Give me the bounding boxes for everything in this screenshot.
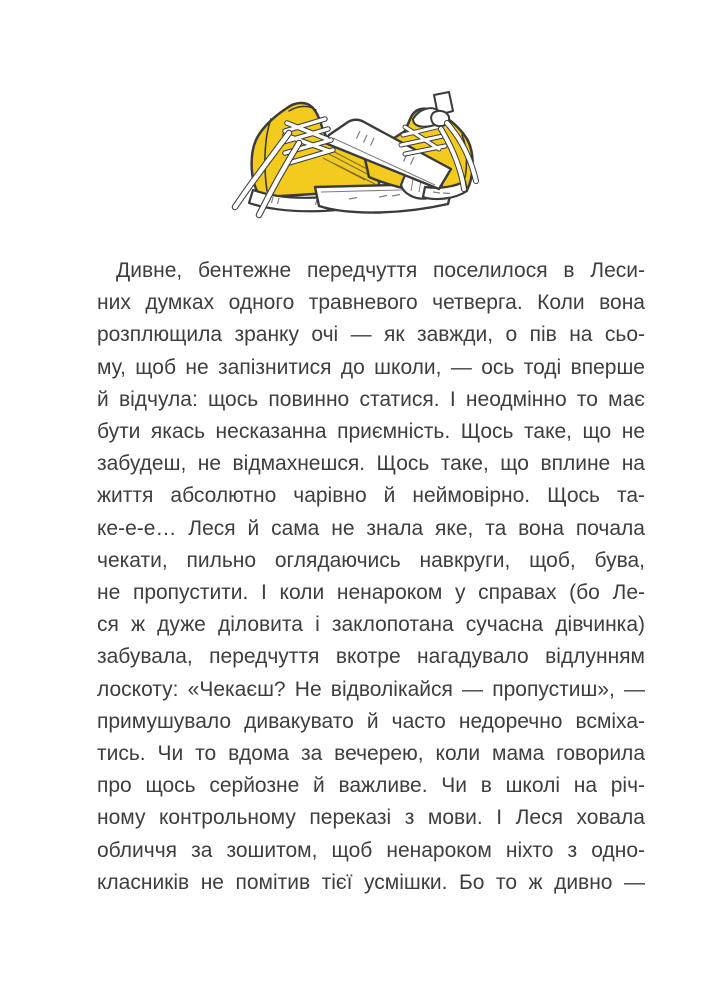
sneakers-illustration bbox=[229, 91, 491, 223]
text-line: життя абсолютно чарівно й неймовірно. Щось та- bbox=[97, 484, 645, 508]
text-line: примушувало дивакувато й часто недоречно всміха- bbox=[97, 709, 645, 733]
text-line: ному контрольному переказі з мови. І Леся ховала bbox=[97, 806, 645, 830]
yellow-sneakers-drawing bbox=[229, 91, 491, 223]
text-line: ся ж дуже діловита і заклопотана сучасна дівчинка) bbox=[97, 613, 645, 637]
text-line: ке-е-е… Леся й сама не знала яке, та вона почала bbox=[97, 516, 645, 540]
text-line: обличчя за зошитом, щоб ненароком ніхто з одно- bbox=[97, 838, 645, 862]
text-line: них думках одного травневого четверга. Коли вона bbox=[97, 291, 645, 315]
text-line: лоскоту: «Чекаєш? Не відволікайся — пропустиш», — bbox=[97, 677, 645, 701]
text-line: не пропустити. І коли ненароком у справах (бо Ле- bbox=[97, 581, 645, 605]
text-line: Дивне, бентежне передчуття поселилося в Леси- bbox=[116, 259, 645, 282]
page-text bbox=[97, 255, 645, 899]
text-line: тись. Чи то вдома за вечерею, коли мама говорила bbox=[97, 742, 645, 766]
text-line: забувала, передчуття вкотре нагадувало відлунням bbox=[97, 645, 645, 669]
text-line: забудеш, не відмахнешся. Щось таке, що вплине на bbox=[97, 452, 645, 476]
text-line: й відчула: щось повинно статися. І неодмінно то має bbox=[97, 387, 645, 411]
text-line: бути якась несказанна приємність. Щось таке, що не bbox=[97, 420, 645, 444]
text-line: му, щоб не запізнитися до школи, — ось тоді вперше bbox=[97, 355, 645, 379]
text-line: про щось серйозне й важливе. Чи в школі на річ- bbox=[97, 774, 645, 798]
text-line: розплющила зранку очі — як завжди, о пів на сьо- bbox=[97, 323, 645, 347]
text-line: чекати, пильно оглядаючись навкруги, щоб, бува, bbox=[97, 548, 645, 572]
text-line: класників не помітив тієї усмішки. Бо то ж дивно — bbox=[97, 870, 645, 894]
